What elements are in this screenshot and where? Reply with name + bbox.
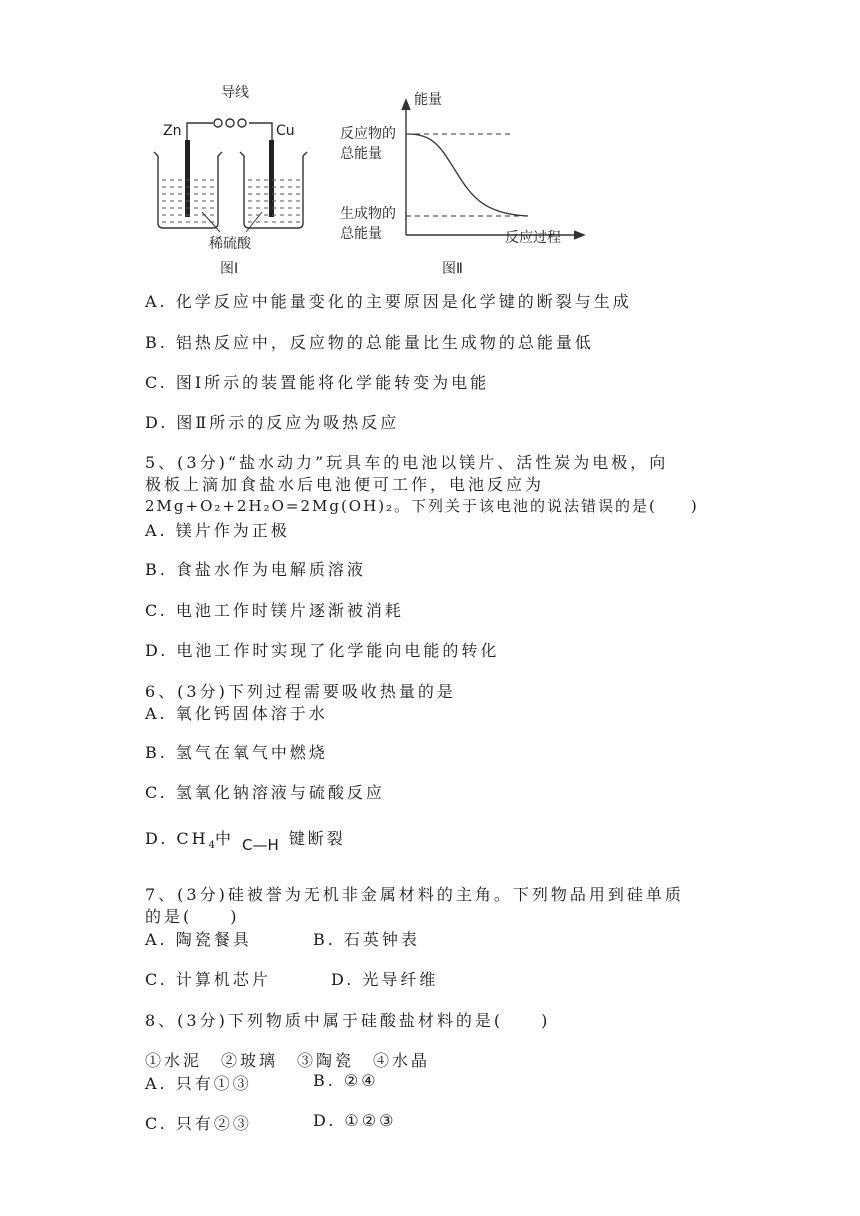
q5-option-c: C. 电池工作时镁片逐渐被消耗 <box>145 601 404 620</box>
q6-option-d-mid: 中 <box>215 829 235 848</box>
reactant-energy-label-1: 反应物的 <box>340 126 396 142</box>
q5-stem-line1: 5、(3分)“盐水动力”玩具车的电池以镁片、活性炭为电极，向 <box>145 453 669 472</box>
q7-stem-line1: 7、(3分)硅被誉为无机非金属材料的主角。下列物品用到硅单质 <box>145 885 684 904</box>
zinc-electrode <box>185 140 190 217</box>
figure-2-caption: 图Ⅱ <box>442 261 463 277</box>
reactant-energy-label-2: 总能量 <box>340 146 382 162</box>
q6-option-d <box>145 826 346 854</box>
ch-bond-formula: C—H <box>242 836 279 854</box>
zn-label: Zn <box>163 123 182 139</box>
product-energy-label-1: 生成物的 <box>340 206 396 222</box>
q4-option-d: D. 图Ⅱ所示的反应为吸热反应 <box>145 413 400 432</box>
q8-option-b: B. ②④ <box>313 1071 379 1090</box>
q7-option-b: B. 石英钟表 <box>313 930 420 949</box>
q8-items: ①水泥 ②玻璃 ③陶瓷 ④水晶 <box>145 1051 431 1070</box>
q5-option-d: D. 电池工作时实现了化学能向电能的转化 <box>145 641 500 660</box>
reaction-axis-label: 反应过程 <box>505 230 561 246</box>
figure-2-energy-diagram <box>402 100 584 239</box>
wire-label: 导线 <box>221 85 249 101</box>
copper-electrode <box>269 140 274 217</box>
q6-stem: 6、(3分)下列过程需要吸收热量的是 <box>145 682 456 701</box>
q7-option-d: D. 光导纤维 <box>331 970 439 989</box>
figure-1-caption: 图Ⅰ <box>220 261 239 277</box>
energy-axis-label: 能量 <box>414 92 442 108</box>
q6-option-d-subscript: 4 <box>208 840 215 852</box>
q5-option-a: A. 镁片作为正极 <box>145 521 290 540</box>
q8-option-a: A. 只有①③ <box>145 1074 252 1093</box>
solution-dashes <box>162 180 300 222</box>
product-energy-label-2: 总能量 <box>340 226 382 242</box>
q6-option-c: C. 氢氧化钠溶液与硫酸反应 <box>145 783 385 802</box>
q4-option-a: A. 化学反应中能量变化的主要原因是化学键的断裂与生成 <box>145 292 632 311</box>
q8-stem: 8、(3分)下列物质中属于硅酸盐材料的是( ) <box>145 1011 551 1030</box>
q7-option-c: C. 计算机芯片 <box>145 970 271 989</box>
q8-option-c: C. 只有②③ <box>145 1114 252 1133</box>
q6-option-d-prefix: D. CH <box>145 829 209 848</box>
q7-stem-line2: 的是( ) <box>145 907 240 926</box>
q7-option-a: A. 陶瓷餐具 <box>145 930 252 949</box>
q4-option-b: B. 铝热反应中，反应物的总能量比生成物的总能量低 <box>145 333 594 352</box>
solution-label: 稀硫酸 <box>209 236 251 252</box>
q4-option-c: C. 图Ⅰ所示的装置能将化学能转变为电能 <box>145 373 490 392</box>
q8-option-d: D. ①②③ <box>313 1111 397 1130</box>
q5-option-b: B. 食盐水作为电解质溶液 <box>145 560 366 579</box>
q5-stem-line2: 极板上滴加食盐水后电池便可工作，电池反应为 <box>145 475 545 494</box>
q6-option-d-suffix: 键断裂 <box>288 829 346 848</box>
q5-stem-line3: 2Mg+O₂+2H₂O=2Mg(OH)₂。下列关于该电池的说法错误的是( ) <box>145 497 699 515</box>
q6-option-a: A. 氧化钙固体溶于水 <box>145 704 328 723</box>
figure-illustrations <box>150 80 590 280</box>
cu-label: Cu <box>276 123 295 139</box>
q6-option-b: B. 氢气在氧气中燃烧 <box>145 743 328 762</box>
